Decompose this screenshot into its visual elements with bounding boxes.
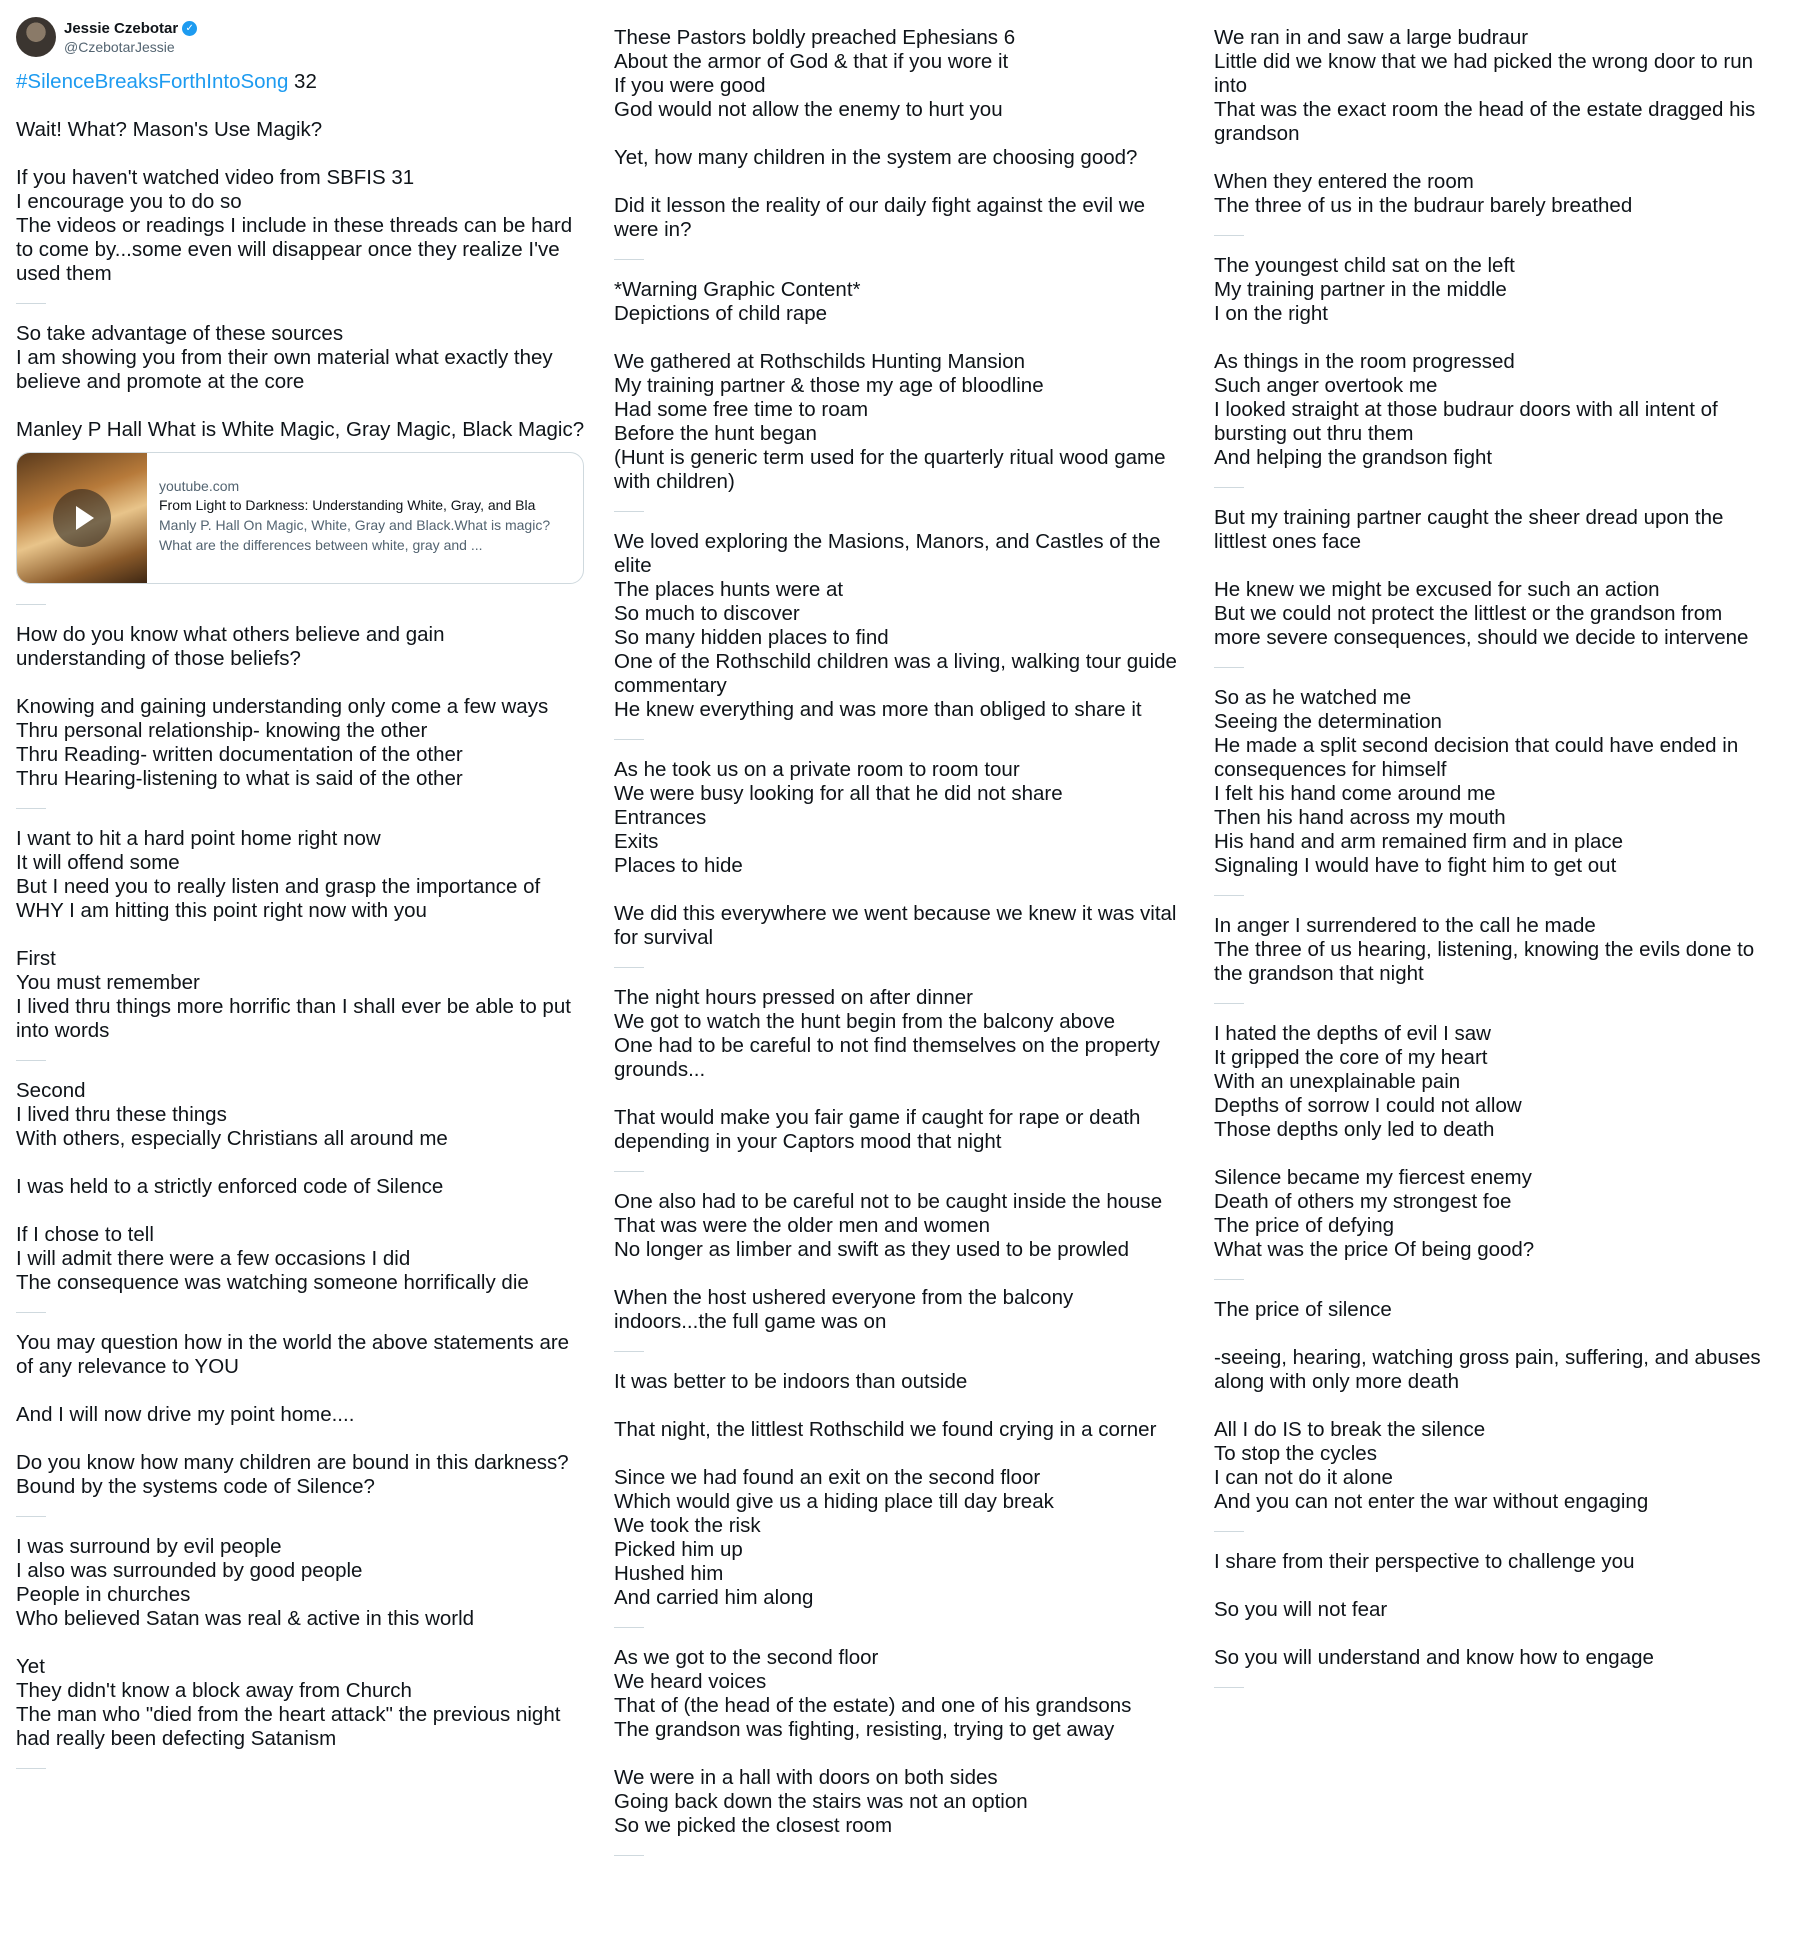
text-line: *Warning Graphic Content*: [614, 278, 861, 301]
separator: [16, 303, 46, 304]
text-line: had really been defecting Satanism: [16, 1727, 337, 1750]
card-domain: youtube.com: [159, 478, 240, 494]
paragraph: [1214, 1346, 1786, 1394]
thread-column-3: [1214, 26, 1786, 1706]
text-line: If I chose to tell: [16, 1223, 154, 1246]
text-line: the grandson that night: [1214, 962, 1424, 985]
text-line: We heard voices: [614, 1670, 767, 1693]
text-line: Second: [16, 1079, 86, 1102]
paragraph: [614, 146, 1186, 170]
paragraph: [16, 166, 588, 286]
text-line: bursting out thru them: [1214, 422, 1414, 445]
text-line: As we got to the second floor: [614, 1646, 879, 1669]
text-line: I also was surrounded by good people: [16, 1559, 363, 1582]
text-line: I want to hit a hard point home right now: [16, 827, 381, 850]
text-line: Entrances: [614, 806, 707, 829]
text-line: That of (the head of the estate) and one of his grandsons: [614, 1694, 1132, 1717]
paragraph: [614, 1370, 1186, 1394]
paragraph: [1214, 350, 1786, 470]
text-line: Thru personal relationship- knowing the other: [16, 719, 428, 742]
paragraph: [614, 902, 1186, 950]
separator: [1214, 235, 1244, 236]
text-line: When the host ushered everyone from the balcony: [614, 1286, 1074, 1309]
text-line: The night hours pressed on after dinner: [614, 986, 973, 1009]
card-title[interactable]: From Light to Darkness: Understanding White, Gray, and Bla: [159, 497, 536, 513]
paragraph: [1214, 1646, 1786, 1670]
separator: [1214, 1279, 1244, 1280]
paragraph: [614, 278, 1186, 326]
text-line: The price of silence: [1214, 1298, 1392, 1321]
text-line: to come by...some even will disappear once they realize I've: [16, 238, 560, 261]
text-line: The three of us in the budraur barely breathed: [1214, 194, 1633, 217]
separator: [614, 967, 644, 968]
paragraph: [16, 418, 588, 442]
text-line: It gripped the core of my heart: [1214, 1046, 1488, 1069]
separator: [1214, 1531, 1244, 1532]
separator: [16, 808, 46, 809]
text-line: We got to watch the hunt begin from the balcony above: [614, 1010, 1116, 1033]
video-thumbnail[interactable]: [17, 453, 147, 584]
paragraph: [614, 1106, 1186, 1154]
paragraph: [1214, 1298, 1786, 1322]
paragraph: [16, 1175, 588, 1199]
text-line: consequences for himself: [1214, 758, 1447, 781]
play-icon[interactable]: [53, 489, 111, 547]
text-line: And you can not enter the war without engaging: [1214, 1490, 1649, 1513]
text-line: We took the risk: [614, 1514, 761, 1537]
paragraph: [1214, 506, 1786, 554]
paragraph: [614, 1766, 1186, 1838]
text-line: No longer as limber and swift as they used to be prowled: [614, 1238, 1130, 1261]
text-line: Thru Reading- written documentation of the other: [16, 743, 463, 766]
text-line: were in?: [614, 218, 692, 241]
text-line: The consequence was watching someone horrifically die: [16, 1271, 529, 1294]
text-line: Then his hand across my mouth: [1214, 806, 1506, 829]
text-line: Hushed him: [614, 1562, 724, 1585]
separator: [16, 1516, 46, 1517]
text-line: That was the exact room the head of the estate dragged his: [1214, 98, 1756, 121]
text-line: But we could not protect the littlest or the grandson from: [1214, 602, 1723, 625]
text-line: And carried him along: [614, 1586, 814, 1609]
text-line: And I will now drive my point home....: [16, 1403, 355, 1426]
author-handle[interactable]: @CzebotarJessie: [64, 38, 175, 55]
text-line: believe and promote at the core: [16, 370, 305, 393]
text-line: These Pastors boldly preached Ephesians 6: [614, 26, 1016, 49]
text-line: So we picked the closest room: [614, 1814, 893, 1837]
text-line: How do you know what others believe and gain: [16, 623, 445, 646]
text-line: My training partner & those my age of bloodline: [614, 374, 1044, 397]
thread-column-1: [16, 0, 588, 1787]
text-line: So many hidden places to find: [614, 626, 889, 649]
text-line: along with only more death: [1214, 1370, 1460, 1393]
text-line: I looked straight at those budraur doors with all intent of: [1214, 398, 1718, 421]
text-line: The three of us hearing, listening, knowing the evils done to: [1214, 938, 1755, 961]
text-line: Who believed Satan was real & active in this world: [16, 1607, 475, 1630]
text-line: Thru Hearing-listening to what is said of the other: [16, 767, 463, 790]
text-line: I was held to a strictly enforced code of Silence: [16, 1175, 444, 1198]
text-line: of any relevance to YOU: [16, 1355, 239, 1378]
text-line: Do you know how many children are bound in this darkness?: [16, 1451, 569, 1474]
separator: [614, 511, 644, 512]
text-line: for survival: [614, 926, 714, 949]
text-line: Signaling I would have to fight him to get out: [1214, 854, 1617, 877]
text-line: Did it lesson the reality of our daily fight against the evil we: [614, 194, 1145, 217]
text-line: You must remember: [16, 971, 200, 994]
text-line: I can not do it alone: [1214, 1466, 1393, 1489]
paragraph: [614, 1418, 1186, 1442]
text-line: He knew we might be excused for such an action: [1214, 578, 1660, 601]
text-line: In anger I surrendered to the call he made: [1214, 914, 1596, 937]
text-line: into words: [16, 1019, 110, 1042]
paragraph: [1214, 686, 1786, 878]
paragraph: [16, 1403, 588, 1427]
paragraph: [16, 118, 588, 142]
text-line: They didn't know a block away from Church: [16, 1679, 412, 1702]
hashtag-line: [16, 70, 588, 94]
text-line: So take advantage of these sources: [16, 322, 344, 345]
paragraph: [16, 947, 588, 1043]
paragraph: [1214, 914, 1786, 986]
text-line: But my training partner caught the sheer dread upon the: [1214, 506, 1724, 529]
text-line: He made a split second decision that could have ended in: [1214, 734, 1739, 757]
separator: [16, 604, 46, 605]
paragraph: [614, 1286, 1186, 1334]
text-line: I felt his hand come around me: [1214, 782, 1496, 805]
text-line: Going back down the stairs was not an option: [614, 1790, 1028, 1813]
text-line: All I do IS to break the silence: [1214, 1418, 1486, 1441]
separator: [1214, 1003, 1244, 1004]
text-line: Death of others my strongest foe: [1214, 1190, 1512, 1213]
text-line: The videos or readings I include in these threads can be hard: [16, 214, 573, 237]
text-line: We were busy looking for all that he did not share: [614, 782, 1063, 805]
thread-column-2: [614, 26, 1186, 1874]
text-line: That was were the older men and women: [614, 1214, 991, 1237]
text-line: One had to be careful to not find themselves on the property: [614, 1034, 1160, 1057]
text-line: littlest ones face: [1214, 530, 1361, 553]
text-line: I on the right: [1214, 302, 1328, 325]
card-description: Manly P. Hall On Magic, White, Gray and Black.What is magic?What are the differences between white, gray and ...: [159, 517, 551, 553]
text-line: I am showing you from their own material what exactly they: [16, 346, 553, 369]
paragraph: [16, 1451, 588, 1499]
paragraph: [614, 530, 1186, 722]
text-line: I hated the depths of evil I saw: [1214, 1022, 1491, 1045]
text-line: Seeing the determination: [1214, 710, 1442, 733]
paragraph: [16, 1223, 588, 1295]
text-line: The youngest child sat on the left: [1214, 254, 1515, 277]
text-line: with children): [614, 470, 735, 493]
text-line: That would make you fair game if caught for rape or death: [614, 1106, 1141, 1129]
text-line: That night, the littlest Rothschild we found crying in a corner: [614, 1418, 1157, 1441]
text-line: We did this everywhere we went because we knew it was vital: [614, 902, 1177, 925]
paragraph: [16, 1655, 588, 1751]
text-line: The places hunts were at: [614, 578, 844, 601]
paragraph: [614, 350, 1186, 494]
paragraph: [1214, 26, 1786, 146]
text-line: So as he watched me: [1214, 686, 1412, 709]
separator: [16, 1312, 46, 1313]
text-line: depending in your Captors mood that night: [614, 1130, 1002, 1153]
text-line: God would not allow the enemy to hurt you: [614, 98, 1003, 121]
verified-badge-icon: ✓: [182, 21, 197, 36]
separator: [16, 1060, 46, 1061]
text-line: And helping the grandson fight: [1214, 446, 1493, 469]
text-line: elite: [614, 554, 652, 577]
text-line: Those depths only led to death: [1214, 1118, 1495, 1141]
text-line: understanding of those beliefs?: [16, 647, 301, 670]
text-line: One also had to be careful not to be caught inside the house: [614, 1190, 1163, 1213]
text-line: grandson: [1214, 122, 1300, 145]
text-line: As he took us on a private room to room tour: [614, 758, 1020, 781]
text-line: What was the price Of being good?: [1214, 1238, 1535, 1261]
separator: [1214, 1687, 1244, 1688]
text-line: I will admit there were a few occasions I did: [16, 1247, 411, 1270]
text-line: So you will understand and know how to engage: [1214, 1646, 1654, 1669]
paragraph: [16, 1079, 588, 1151]
paragraph: [614, 1646, 1186, 1742]
separator: [614, 259, 644, 260]
text-line: We loved exploring the Masions, Manors, and Castles of the: [614, 530, 1161, 553]
author-name-row[interactable]: [64, 19, 197, 38]
text-line: If you were good: [614, 74, 766, 97]
separator: [614, 1855, 644, 1856]
text-line: -seeing, hearing, watching gross pain, suffering, and abuses: [1214, 1346, 1761, 1369]
text-line: Before the hunt began: [614, 422, 817, 445]
text-line: About the armor of God & that if you wore it: [614, 50, 1009, 73]
separator: [1214, 487, 1244, 488]
author-block: [64, 19, 197, 56]
text-line: So much to discover: [614, 602, 800, 625]
text-line: But I need you to really listen and grasp the importance of: [16, 875, 541, 898]
text-line: Yet, how many children in the system are choosing good?: [614, 146, 1138, 169]
paragraph: [1214, 254, 1786, 326]
author-name[interactable]: Jessie Czebotar: [64, 19, 179, 37]
text-line: Places to hide: [614, 854, 743, 877]
text-line: The price of defying: [1214, 1214, 1395, 1237]
paragraph: [16, 322, 588, 394]
hashtag-link[interactable]: #SilenceBreaksForthIntoSong: [16, 70, 289, 93]
paragraph: [614, 26, 1186, 122]
text-line: more severe consequences, should we decide to intervene: [1214, 626, 1749, 649]
thread-number: 32: [288, 70, 317, 93]
paragraph: [614, 1466, 1186, 1610]
text-line: WHY I am hitting this point right now with you: [16, 899, 427, 922]
card-body: [147, 453, 581, 583]
separator: [1214, 667, 1244, 668]
text-line: I encourage you to do so: [16, 190, 242, 213]
text-line: Little did we know that we had picked the wrong door to run: [1214, 50, 1754, 73]
youtube-link-card[interactable]: [16, 452, 584, 584]
paragraph: [614, 758, 1186, 878]
text-line: Since we had found an exit on the second floor: [614, 1466, 1041, 1489]
paragraph: [16, 1535, 588, 1631]
text-line: With an unexplainable pain: [1214, 1070, 1461, 1093]
avatar[interactable]: [16, 17, 56, 57]
text-line: When they entered the room: [1214, 170, 1474, 193]
tweet-header: [16, 8, 588, 66]
paragraph: [614, 1190, 1186, 1262]
separator: [614, 739, 644, 740]
text-line: It will offend some: [16, 851, 180, 874]
paragraph: [1214, 1022, 1786, 1142]
separator: [614, 1351, 644, 1352]
text-line: One of the Rothschild children was a living, walking tour guide: [614, 650, 1177, 673]
separator: [1214, 895, 1244, 896]
paragraph: [1214, 578, 1786, 650]
text-line: used them: [16, 262, 112, 285]
paragraph: [16, 1331, 588, 1379]
separator: [614, 1171, 644, 1172]
text-line: First: [16, 947, 56, 970]
text-line: grounds...: [614, 1058, 706, 1081]
text-line: Exits: [614, 830, 659, 853]
text-line: To stop the cycles: [1214, 1442, 1377, 1465]
text-line: Yet: [16, 1655, 45, 1678]
text-line: Depths of sorrow I could not allow: [1214, 1094, 1522, 1117]
text-line: I share from their perspective to challenge you: [1214, 1550, 1635, 1573]
paragraph: [1214, 1166, 1786, 1262]
text-line: So you will not fear: [1214, 1598, 1388, 1621]
text-line: into: [1214, 74, 1248, 97]
paragraph: [614, 986, 1186, 1082]
text-line: With others, especially Christians all around me: [16, 1127, 448, 1150]
paragraph: [614, 194, 1186, 242]
paragraph: [16, 827, 588, 923]
text-line: I lived thru these things: [16, 1103, 227, 1126]
text-line: Manley P Hall What is White Magic, Gray Magic, Black Magic?: [16, 418, 585, 441]
text-line: Silence became my fiercest enemy: [1214, 1166, 1532, 1189]
text-line: Wait! What? Mason's Use Magik?: [16, 118, 323, 141]
text-line: My training partner in the middle: [1214, 278, 1507, 301]
text-line: We ran in and saw a large budraur: [1214, 26, 1529, 49]
text-line: It was better to be indoors than outside: [614, 1370, 968, 1393]
text-line: Knowing and gaining understanding only come a few ways: [16, 695, 549, 718]
text-line: Which would give us a hiding place till day break: [614, 1490, 1054, 1513]
paragraph: [1214, 1418, 1786, 1514]
text-line: I lived thru things more horrific than I shall ever be able to put: [16, 995, 571, 1018]
text-line: The grandson was fighting, resisting, trying to get away: [614, 1718, 1115, 1741]
text-line: He knew everything and was more than obliged to share it: [614, 698, 1142, 721]
text-line: His hand and arm remained firm and in place: [1214, 830, 1624, 853]
text-line: We gathered at Rothschilds Hunting Mansion: [614, 350, 1025, 373]
text-line: Such anger overtook me: [1214, 374, 1438, 397]
paragraph: [1214, 170, 1786, 218]
text-line: (Hunt is generic term used for the quarterly ritual wood game: [614, 446, 1166, 469]
text-line: I was surround by evil people: [16, 1535, 282, 1558]
text-line: Depictions of child rape: [614, 302, 828, 325]
text-line: As things in the room progressed: [1214, 350, 1515, 373]
text-line: Picked him up: [614, 1538, 743, 1561]
separator: [16, 1768, 46, 1769]
text-line: Bound by the systems code of Silence?: [16, 1475, 375, 1498]
text-line: Had some free time to roam: [614, 398, 869, 421]
paragraph: [16, 695, 588, 791]
text-line: If you haven't watched video from SBFIS 31: [16, 166, 415, 189]
text-line: indoors...the full game was on: [614, 1310, 887, 1333]
text-line: People in churches: [16, 1583, 191, 1606]
paragraph: [16, 623, 588, 671]
paragraph: [1214, 1550, 1786, 1574]
paragraph: [1214, 1598, 1786, 1622]
text-line: commentary: [614, 674, 727, 697]
separator: [614, 1627, 644, 1628]
text-line: We were in a hall with doors on both sides: [614, 1766, 998, 1789]
text-line: You may question how in the world the above statements are: [16, 1331, 570, 1354]
text-line: The man who "died from the heart attack" the previous night: [16, 1703, 561, 1726]
